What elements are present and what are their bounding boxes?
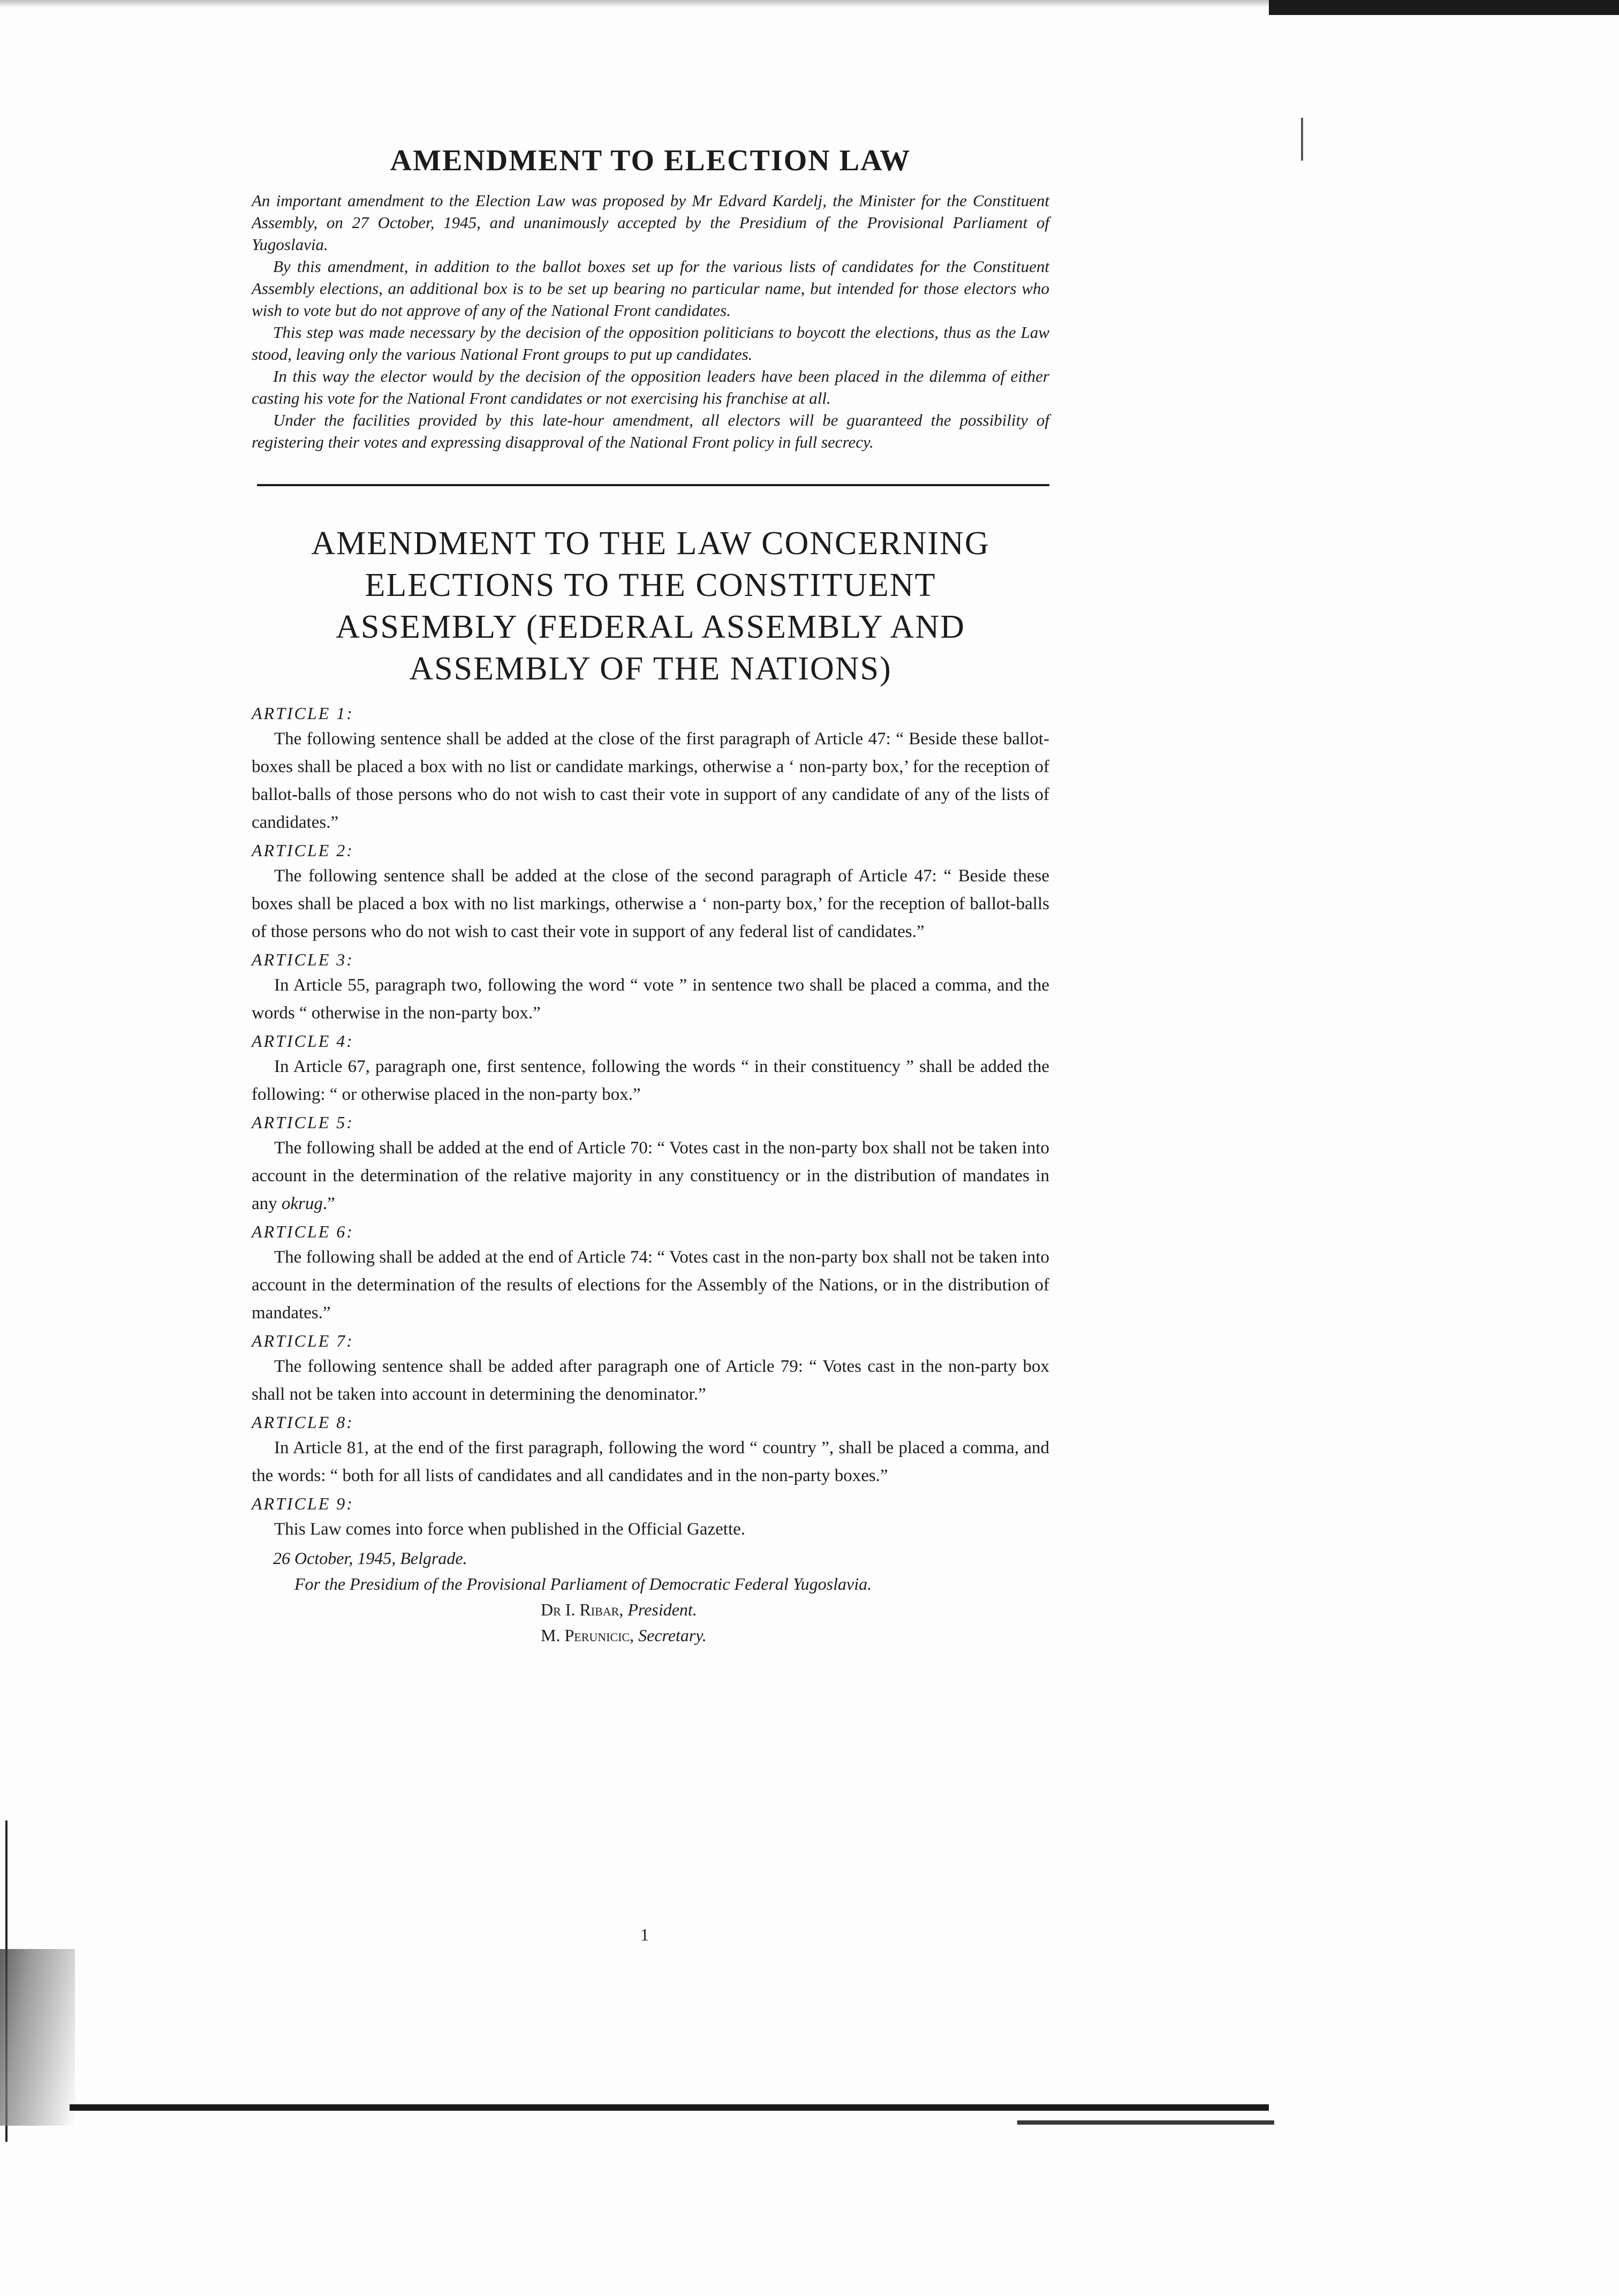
intro-paragraph: By this amendment, in addition to the ballot boxes set up for the various lists of candidates for the Constituent Assembly elections, an additional box is to be set up bearing no particular name, but intended for those electors who wish to vote but do not approve of any of the National Front candidates. <box>252 256 1049 320</box>
scan-edge-bottom <box>70 2104 1269 2111</box>
article-text: The following sentence shall be added at the close of the second paragraph of Article 47: “ Beside these boxes shall be placed a box with no list markings, otherwise a ‘ non-party box,’ for the reception of ballot-balls of those persons who do not wish to cast their vote in support of any federal list of candidates.” <box>252 866 1049 941</box>
page-content <box>252 145 1049 1648</box>
intro-paragraph: An important amendment to the Election Law was proposed by Mr Edvard Kardelj, the Minister for the Constituent Assembly, on 27 October, 1945, and unanimously accepted by the Presidium of the Provisional Parliament of Yugoslavia. <box>252 191 1049 254</box>
intro-paragraph: This step was made necessary by the decision of the opposition politicians to boycott the elections, thus as the Law stood, leaving only the various National Front groups to put up candidates. <box>252 322 1049 364</box>
section2-title-line: ASSEMBLY OF THE NATIONS) <box>409 650 892 687</box>
article-text: In Article 55, paragraph two, following the word “ vote ” in sentence two shall be placed a comma, and the words “ otherwise in the non-party box.” <box>252 975 1049 1023</box>
article-text: The following sentence shall be added after paragraph one of Article 79: “ Votes cast in the non-party box shall not be taken into account in determining the denominator.” <box>252 1356 1049 1404</box>
article-text: The following sentence shall be added at the close of the first paragraph of Article 47: “ Beside these ballot-boxes shall be placed a box with no list or candidate markings, otherwise a ‘ non-party box,’ for the reception of ballot-balls of those persons who do not wish to cast their vote in support of any candidate of any of the lists of candidates.” <box>252 729 1049 832</box>
article-heading: ARTICLE 8: <box>252 1412 354 1432</box>
scan-edge-bottom-secondary <box>1017 2120 1274 2125</box>
article-heading: ARTICLE 6: <box>252 1221 354 1241</box>
article-text-part: The following shall be added at the end of Article 70: “ Votes cast in the non-party box shall not be taken into account in the determination of the relative majority in any constituency or in the distribution of mandates in any <box>252 1138 1049 1213</box>
intro-paragraph: Under the facilities provided by this late-hour amendment, all electors will be guaranteed the possibility of registering their votes and expressing disapproval of the National Front policy in full secrecy. <box>252 410 1049 451</box>
article-heading: ARTICLE 2: <box>252 840 354 860</box>
page-number: 1 <box>640 1925 649 1944</box>
article-heading: ARTICLE 1: <box>252 703 354 723</box>
articles-list <box>252 701 1049 1543</box>
article-heading: ARTICLE 7: <box>252 1331 354 1350</box>
article-text: In Article 67, paragraph one, first sentence, following the words “ in their constituency ” shall be added the following: “ or otherwise placed in the non-party box.” <box>252 1056 1049 1104</box>
presidium-line: For the Presidium of the Provisional Parliament of Democratic Federal Yugoslavia. <box>294 1574 872 1593</box>
signature-name: Dr I. Ribar <box>541 1599 619 1619</box>
article-text-part: .” <box>322 1194 335 1213</box>
article-heading: ARTICLE 4: <box>252 1031 354 1051</box>
article-text: The following shall be added at the end of Article 74: “ Votes cast in the non-party box shall not be taken into account in the determination of the results of elections for the Assembly of the Nations, or in the distribution of mandates.” <box>252 1247 1049 1323</box>
article-text <box>252 1134 1049 1218</box>
section1-intro <box>252 190 1049 453</box>
scan-edge-top <box>1269 0 1619 15</box>
section2-title-line: ELECTIONS TO THE CONSTITUENT <box>365 567 936 603</box>
scan-mark-right <box>1301 118 1303 161</box>
article-text: In Article 81, at the end of the first paragraph, following the word “ country ”, shall be placed a comma, and the words: “ both for all lists of candidates and all candidates and in the non-party boxes.” <box>252 1438 1049 1485</box>
scan-shadow-bottom-left <box>0 1949 75 2126</box>
intro-paragraph: In this way the elector would by the decision of the opposition leaders have been placed in the dilemma of either casting his vote for the National Front candidates or not exercising his franchise at all. <box>252 366 1049 407</box>
scan-shadow-top <box>0 0 1285 7</box>
article-text: This Law comes into force when published in the Official Gazette. <box>274 1519 746 1539</box>
article-text-italic: okrug <box>281 1194 323 1213</box>
section2-title-line: ASSEMBLY (FEDERAL ASSEMBLY AND <box>336 608 965 645</box>
section-divider <box>257 484 1049 486</box>
signature-role: Secretary. <box>638 1625 707 1645</box>
article-heading: ARTICLE 5: <box>252 1112 354 1132</box>
section1-title: AMENDMENT TO ELECTION LAW <box>390 144 911 177</box>
signature-president: Dr I. Ribar, President. <box>541 1599 697 1619</box>
section2-title-line: AMENDMENT TO THE LAW CONCERNING <box>311 525 990 562</box>
section2-title <box>252 523 1049 690</box>
signature-secretary: M. Perunicic, Secretary. <box>541 1625 707 1645</box>
signature-role: President. <box>627 1599 697 1619</box>
signature-name: M. Perunicic <box>541 1625 630 1645</box>
article-heading: ARTICLE 3: <box>252 949 354 969</box>
date-line: 26 October, 1945, Belgrade. <box>273 1548 467 1568</box>
article-heading: ARTICLE 9: <box>252 1493 354 1513</box>
